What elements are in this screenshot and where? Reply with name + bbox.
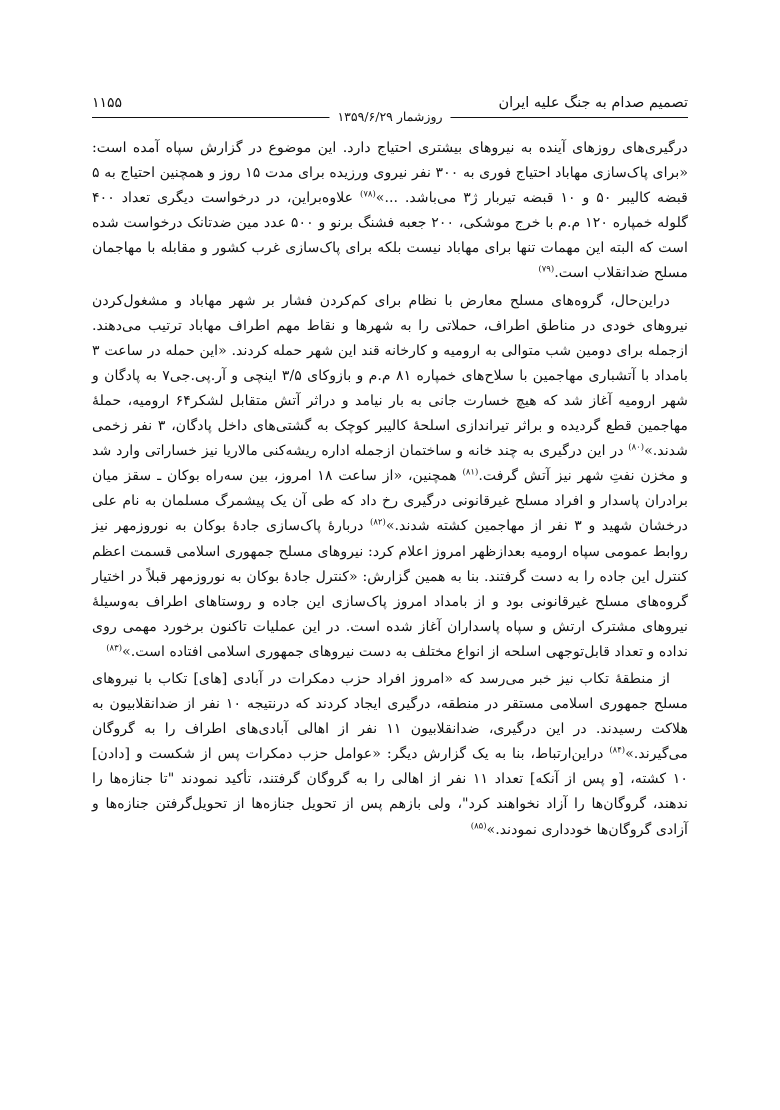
footnote-marker: (۷۹) (538, 264, 555, 275)
paragraph-text: علاوه‌براین، در درخواست دیگری تعداد ۴۰۰ گلوله خمپاره ۱۲۰ م.م با خرج موشکی، ۲۰۰ جعبه فشنگ برنو و ۵۰۰ عدد مین ضدتانک درخواست شده است که البته این مهمات تنها برای مهاباد نیست بلکه برای پاک‌سازی غرب کشور و مقابله با مهاجمان مسلح ضدانقلاب است. (92, 190, 689, 282)
chronicle-date: روزشمار ۱۳۵۹/۶/۲۹ (329, 107, 450, 127)
paragraph-text: دربارهٔ پاک‌سازی جادهٔ بوکان به نوروزمهر نیز روابط عمومی سپاه ارومیه بعدازظهر امروز اعلام کرد: نیروهای مسلح جمهوری اسلامی قسمت اعظم کنترل این جاده را به دست گرفتند. بنا به همین گزارش: «کنترل جادهٔ بوکان به نوروزمهر قبلاً در اختیار گروه‌های مسلح غیرقانونی بود و از بامداد امروز پاک‌سازی این جاده و روستاهای اطراف به‌وسیلهٔ نیروهای مشترک ارتش و سپاه پاسداران آغاز شده است. در این عملیات تاکنون برخورد مهمی روی نداده و تعداد قابل‌توجهی اسلحه از انواع مختلف به دست نیروهای جمهوری اسلامی افتاده است.» (92, 518, 688, 660)
paragraph-text: در این درگیری به چند خانه و ساختمان ازجمله اداره ریشه‌کنی مالاریا نیز خساراتی وارد شد و مخزن نفتِ شهر نیز آتش گرفت. (92, 443, 689, 485)
footnote-marker: (۸۱) (462, 467, 479, 478)
paragraph-text: از منطقهٔ تکاب نیز خبر می‌رسد که «امروز افراد حزب دمکرات در آبادی [های] تکاب با نیروهای مسلح جمهوری اسلامی مستقر در منطقه، درگیری ایجاد کردند که درنتیجه ۱۰ نفر از ضدانقلابیون به هلاکت رسیدند. در این درگیری، ضدانقلابیون ۱۱ نفر از اهالی آبادی‌های اطراف را به گروگان می‌گیرند.» (92, 670, 688, 763)
book-page (92, 92, 688, 845)
paragraph-text: دراین‌حال، گروه‌های مسلح معارض با نظام برای کم‌کردن فشار بر شهر مهاباد و مشغول‌کردن نیروهای خودی در مناطق اطراف، حملاتی را به شهرها و نقاط مهم اطراف مهاباد ترتیب می‌دهند. ازجمله برای دومین شب متوالی به ارومیه و کارخانه قند این شهر حمله کردند. «این حمله در ساعت ۳ بامداد با آتشباری مهاجمین با سلاح‌های خمپاره ۸۱ م.م و بازوکای ۳/۵ اینچی و آر.پی.جی۷ به پادگان و شهر ارومیه آغاز شد که هیچ خسارت جانی به بار نیامد و دراثر آتش متقابل لشکر۶۴ ارومیه، حملهٔ مهاجمین قطع گردیده و براثر تیراندازی اسلحهٔ کالیبر کوچک به گشتی‌های داخل پادگان، ۳ نفر زخمی شدند.» (92, 292, 689, 460)
paragraph (92, 289, 688, 665)
body-text (92, 136, 688, 843)
paragraph (92, 667, 688, 843)
footnote-marker: (۸۳) (106, 643, 123, 654)
paragraph (92, 136, 688, 287)
page-number: ۱۱۵۵ (92, 95, 123, 111)
footnote-marker: (۸۰) (628, 442, 645, 453)
book-title: تصمیم صدام به جنگ علیه ایران (498, 95, 688, 111)
paragraph-text: دراین‌ارتباط، بنا به یک گزارش دیگر: «عوامل حزب دمکرات پس از شکست و [دادن] ۱۰ کشته، [و پس از آنکه] تعداد ۱۱ نفر از اهالی را به گروگان گرفتند، تأکید نمودند "تا جنازه‌ها را ندهند، گروگان‌ها را آزاد نخواهند کرد"، ولی بازهم پس از تحویل جنازه‌ها از تحویل‌گرفتن جنازه‌ها و آزادی گروگان‌ها خودداری نمودند.» (92, 746, 688, 838)
footnote-marker: (۷۸) (359, 189, 376, 200)
paragraph-text: همچنین، «از ساعت ۱۸ امروز، بین سه‌راه بوکان ـ سقز میان برادران پاسدار و افراد مسلح غیرقانونی درگیری رخ داد که طی آن یک پیشمرگ مسلمان به نام علی درخشان شهید و ۳ نفر از مهاجمین کشته شدند.» (92, 468, 689, 535)
running-header (92, 92, 688, 122)
footnote-marker: (۸۴) (609, 745, 626, 756)
paragraph-text: درگیری‌های روزهای آینده به نیروهای بیشتری احتیاج دارد. این موضوع در گزارش سپاه آمده است: «برای پاک‌سازی مهاباد احتیاج فوری به ۳۰۰ نفر نیروی ورزیده برای مدت ۱۵ روز و همچنین احتیاج به ۵ قبضه کالیبر ۵۰ و ۱۰ قبضه تیربار ژ۳ می‌باشد. ...» (92, 140, 688, 207)
footnote-marker: (۸۲) (370, 517, 386, 528)
footnote-marker: (۸۵) (470, 820, 487, 831)
